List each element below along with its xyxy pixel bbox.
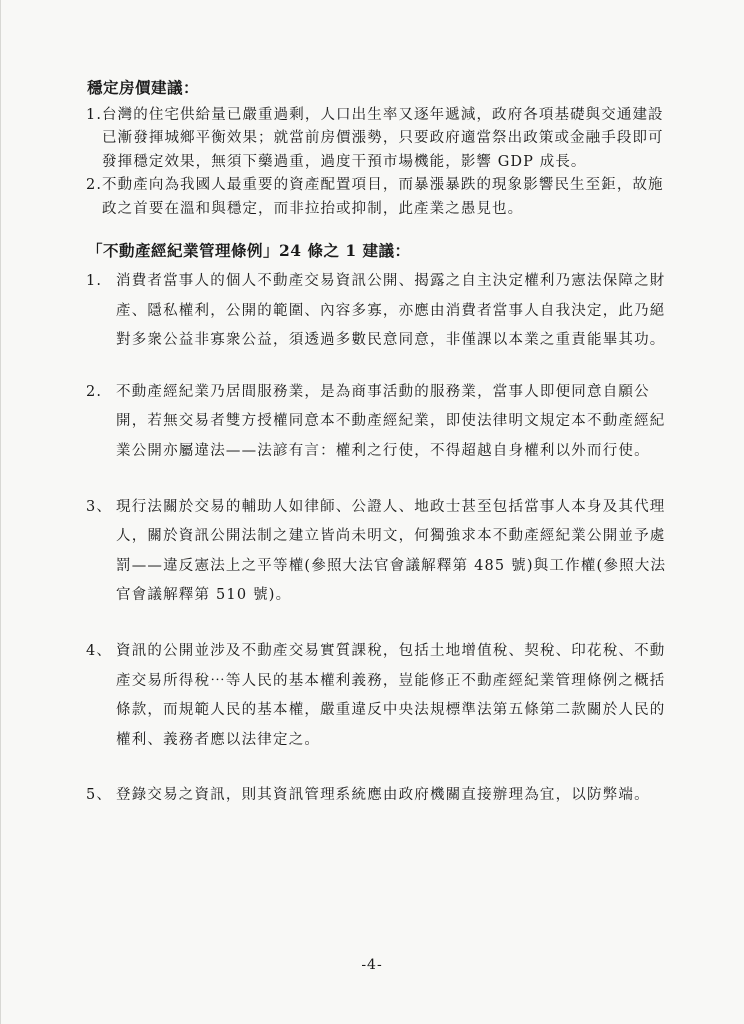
list-item [86,378,674,467]
section-heading-housing-price: 穩定房價建議： [87,78,200,97]
list-item [86,174,674,221]
item-text: 消費者當事人的個人不動產交易資訊公開、揭露之自主決定權利乃憲法保障之財產、隱私權利，公開的範圍、內容多寡，亦應由消費者當事人自我決定，此乃絕對多衆公益非寡衆公益，須透過多數民意同意，非僅課以本業之重責能畢其功。 [116,273,666,349]
item-text: 登錄交易之資訊，則其資訊管理系統應由政府機關直接辦理為宜，以防弊端。 [116,787,650,804]
item-text: 不動產經紀業乃居間服務業，是為商事活動的服務業，當事人即便同意自願公開，若無交易者雙方授權同意本不動產經紀業，即使法律明文規定本不動產經紀業公開亦屬違法——法諺有言：權利之行使，不得超越自身權利以外而行使。 [116,383,666,459]
item-number: 2. [86,177,103,194]
page-number: -4- [361,957,383,973]
item-number: 5、 [86,787,113,804]
list-item [86,104,674,174]
item-number: 1. [86,107,103,123]
list-item [86,267,674,356]
item-number: 2. [86,383,103,400]
item-text: 不動產向為我國人最重要的資產配置項目，而暴漲暴跌的現象影響民生至鉅，故施政之首要在溫和與穩定，而非拉抬或抑制，此產業之愚見也。 [102,177,664,217]
list-item [86,493,674,611]
item-number: 1. [86,273,103,290]
section-heading-regulation: 「不動產經紀業管理條例」24 條之 1 建議： [87,241,411,261]
item-text: 資訊的公開並涉及不動產交易實質課稅，包括土地增值稅、契稅、印花稅、不動產交易所得稅⋯等人民的基本權利義務，豈能修正不動產經紀業管理條例之概括條款，而規範人民的基本權，嚴重違反中央法規標準法第五條第二款關於人民的權利、義務者應以法律定之。 [116,642,666,748]
list-item [86,637,674,755]
item-text: 台灣的住宅供給量已嚴重過剩，人口出生率又逐年遞減，政府各項基礎與交通建設已漸發揮城鄉平衡效果；就當前房價漲勢，只要政府適當祭出政策或金融手段即可發揮穩定效果，無須下藥過重，過度干預市場機能，影響 GDP 成長。 [102,107,664,170]
item-number: 3、 [86,498,113,515]
list-item [86,781,674,811]
document-body [88,76,674,811]
item-text: 現行法關於交易的輔助人如律師、公證人、地政士甚至包括當事人本身及其代理人，關於資訊公開法制之建立皆尚未明文，何獨強求本不動產經紀業公開並予處罰——違反憲法上之平等權(參照大法官會議解釋第 485 號)與工作權(參照大法官會議解釋第 510 號)。 [116,498,667,604]
item-number: 4、 [86,642,113,659]
